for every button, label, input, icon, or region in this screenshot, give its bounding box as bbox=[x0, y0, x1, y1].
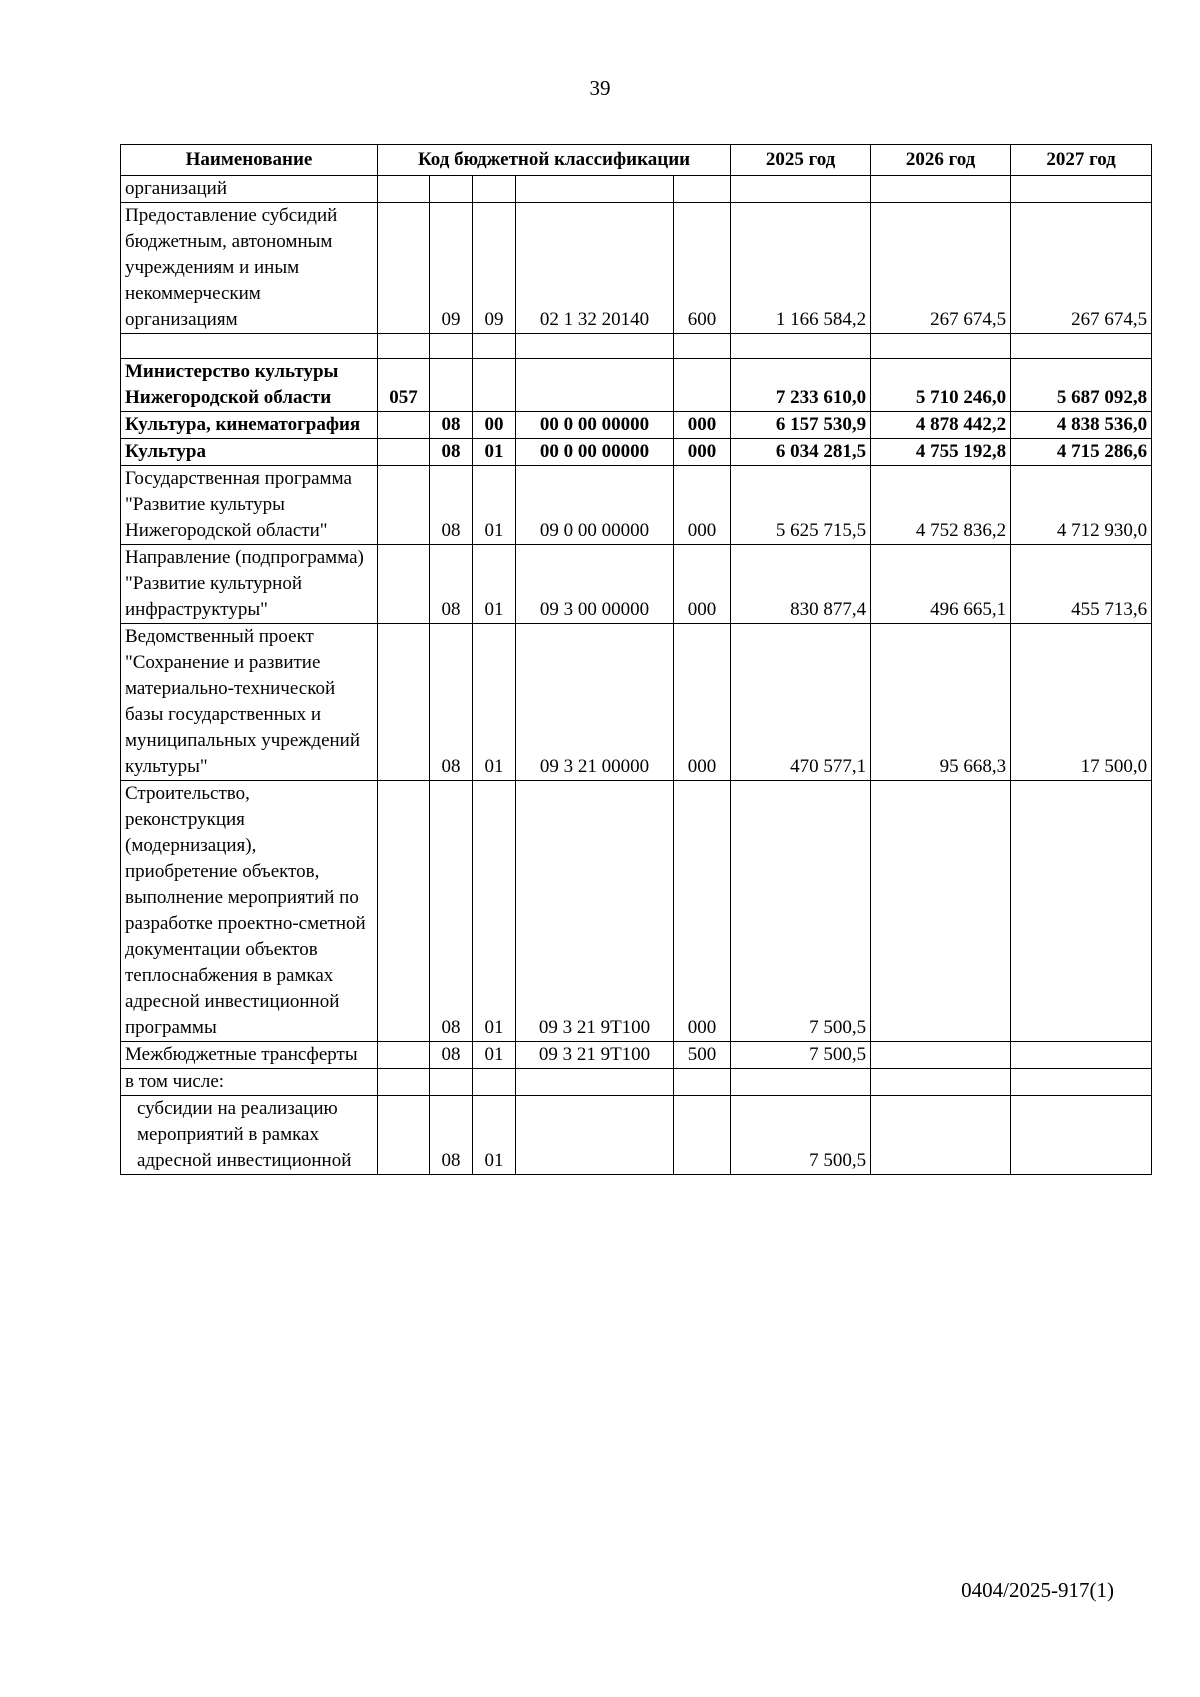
row-2027 bbox=[1011, 176, 1152, 203]
row-vr bbox=[674, 334, 731, 359]
row-2026: 5 710 246,0 bbox=[871, 359, 1011, 412]
row-name: Ведомственный проект "Сохранение и развитие материально-технической базы государственных и муниципальных учреждений культуры" bbox=[121, 624, 378, 781]
row-pr: 00 bbox=[473, 412, 516, 439]
row-pr: 01 bbox=[473, 781, 516, 1042]
table-row bbox=[121, 176, 1152, 203]
row-ved bbox=[378, 545, 430, 624]
row-ved: 057 bbox=[378, 359, 430, 412]
row-csr: 09 3 00 00000 bbox=[516, 545, 674, 624]
row-2025: 6 157 530,9 bbox=[731, 412, 871, 439]
row-csr: 00 0 00 00000 bbox=[516, 439, 674, 466]
row-rz bbox=[430, 359, 473, 412]
row-csr bbox=[516, 1069, 674, 1096]
row-2027: 455 713,6 bbox=[1011, 545, 1152, 624]
row-2026: 4 755 192,8 bbox=[871, 439, 1011, 466]
row-2027 bbox=[1011, 781, 1152, 1042]
row-ved bbox=[378, 203, 430, 334]
row-rz bbox=[430, 1069, 473, 1096]
document-code: 0404/2025-917(1) bbox=[961, 1578, 1114, 1602]
table-row bbox=[121, 1069, 1152, 1096]
row-csr: 00 0 00 00000 bbox=[516, 412, 674, 439]
row-ved bbox=[378, 466, 430, 545]
row-2025 bbox=[731, 1069, 871, 1096]
row-2025: 470 577,1 bbox=[731, 624, 871, 781]
row-csr: 09 0 00 00000 bbox=[516, 466, 674, 545]
row-name: Государственная программа "Развитие культуры Нижегородской области" bbox=[121, 466, 378, 545]
row-csr bbox=[516, 334, 674, 359]
row-2025: 7 500,5 bbox=[731, 781, 871, 1042]
table-row-blank bbox=[121, 334, 1152, 359]
row-pr: 09 bbox=[473, 203, 516, 334]
row-pr: 01 bbox=[473, 439, 516, 466]
row-2026 bbox=[871, 781, 1011, 1042]
row-csr: 09 3 21 9Т100 bbox=[516, 1042, 674, 1069]
row-2027: 4 715 286,6 bbox=[1011, 439, 1152, 466]
row-ved bbox=[378, 1042, 430, 1069]
row-vr bbox=[674, 1096, 731, 1175]
row-name: организаций bbox=[121, 176, 378, 203]
row-ved bbox=[378, 412, 430, 439]
row-ved bbox=[378, 1069, 430, 1096]
row-vr: 000 bbox=[674, 624, 731, 781]
table-row bbox=[121, 624, 1152, 781]
row-name: Культура bbox=[121, 439, 378, 466]
row-pr: 01 bbox=[473, 466, 516, 545]
row-2025: 7 500,5 bbox=[731, 1096, 871, 1175]
row-csr bbox=[516, 1096, 674, 1175]
row-name: Строительство, реконструкция (модернизация), приобретение объектов, выполнение мероприятий по разработке проектно-сметной документации объектов теплоснабжения в рамках адресной инвестиционной программы bbox=[121, 781, 378, 1042]
row-name: Культура, кинематография bbox=[121, 412, 378, 439]
row-pr: 01 bbox=[473, 624, 516, 781]
row-vr: 500 bbox=[674, 1042, 731, 1069]
row-2025: 7 233 610,0 bbox=[731, 359, 871, 412]
row-rz bbox=[430, 176, 473, 203]
table-row bbox=[121, 412, 1152, 439]
row-2025 bbox=[731, 334, 871, 359]
row-2026: 496 665,1 bbox=[871, 545, 1011, 624]
row-vr bbox=[674, 1069, 731, 1096]
row-2025: 7 500,5 bbox=[731, 1042, 871, 1069]
row-rz: 08 bbox=[430, 624, 473, 781]
row-pr: 01 bbox=[473, 1042, 516, 1069]
row-csr bbox=[516, 176, 674, 203]
row-vr: 000 bbox=[674, 781, 731, 1042]
row-2025: 5 625 715,5 bbox=[731, 466, 871, 545]
table-row bbox=[121, 439, 1152, 466]
row-2026 bbox=[871, 1069, 1011, 1096]
row-2025: 830 877,4 bbox=[731, 545, 871, 624]
row-name bbox=[121, 1096, 378, 1175]
row-ved bbox=[378, 334, 430, 359]
row-2026 bbox=[871, 334, 1011, 359]
row-rz: 08 bbox=[430, 545, 473, 624]
row-2026: 267 674,5 bbox=[871, 203, 1011, 334]
table-row bbox=[121, 1042, 1152, 1069]
row-2027: 4 838 536,0 bbox=[1011, 412, 1152, 439]
row-rz: 08 bbox=[430, 439, 473, 466]
row-pr bbox=[473, 1069, 516, 1096]
row-rz bbox=[430, 334, 473, 359]
row-pr bbox=[473, 176, 516, 203]
row-2025: 1 166 584,2 bbox=[731, 203, 871, 334]
row-2026: 95 668,3 bbox=[871, 624, 1011, 781]
row-2026: 4 878 442,2 bbox=[871, 412, 1011, 439]
row-csr: 09 3 21 00000 bbox=[516, 624, 674, 781]
row-rz: 08 bbox=[430, 412, 473, 439]
table-row bbox=[121, 1096, 1152, 1175]
row-csr bbox=[516, 359, 674, 412]
row-ved bbox=[378, 1096, 430, 1175]
row-pr: 01 bbox=[473, 1096, 516, 1175]
row-2026: 4 752 836,2 bbox=[871, 466, 1011, 545]
row-ved bbox=[378, 176, 430, 203]
budget-table bbox=[120, 144, 1152, 1175]
table-row bbox=[121, 545, 1152, 624]
row-name: Межбюджетные трансферты bbox=[121, 1042, 378, 1069]
header-2025: 2025 год bbox=[731, 145, 871, 176]
row-name: в том числе: bbox=[121, 1069, 378, 1096]
header-kbk: Код бюджетной классификации bbox=[378, 145, 731, 176]
row-vr bbox=[674, 359, 731, 412]
header-name: Наименование bbox=[121, 145, 378, 176]
page-number: 39 bbox=[589, 76, 611, 100]
row-pr bbox=[473, 334, 516, 359]
row-2027: 4 712 930,0 bbox=[1011, 466, 1152, 545]
row-name: Предоставление субсидий бюджетным, автономным учреждениям и иным некоммерческим организациям bbox=[121, 203, 378, 334]
row-name bbox=[121, 334, 378, 359]
header-2026: 2026 год bbox=[871, 145, 1011, 176]
row-ved bbox=[378, 439, 430, 466]
row-pr bbox=[473, 359, 516, 412]
table-row bbox=[121, 203, 1152, 334]
table-row bbox=[121, 466, 1152, 545]
row-rz: 09 bbox=[430, 203, 473, 334]
row-csr: 02 1 32 20140 bbox=[516, 203, 674, 334]
row-pr: 01 bbox=[473, 545, 516, 624]
row-2027 bbox=[1011, 334, 1152, 359]
row-vr bbox=[674, 176, 731, 203]
table-row bbox=[121, 359, 1152, 412]
row-csr: 09 3 21 9Т100 bbox=[516, 781, 674, 1042]
row-2025: 6 034 281,5 bbox=[731, 439, 871, 466]
row-rz: 08 bbox=[430, 1096, 473, 1175]
row-2027: 17 500,0 bbox=[1011, 624, 1152, 781]
row-vr: 000 bbox=[674, 439, 731, 466]
row-rz: 08 bbox=[430, 1042, 473, 1069]
table-header-row bbox=[121, 145, 1152, 176]
row-name-text: субсидии на реализацию мероприятий в рамках адресной инвестиционной bbox=[137, 1098, 352, 1171]
row-vr: 000 bbox=[674, 545, 731, 624]
row-2026 bbox=[871, 1042, 1011, 1069]
row-name: Министерство культуры Нижегородской области bbox=[121, 359, 378, 412]
row-ved bbox=[378, 624, 430, 781]
row-2027 bbox=[1011, 1042, 1152, 1069]
table-row bbox=[121, 781, 1152, 1042]
row-2026 bbox=[871, 176, 1011, 203]
row-vr: 000 bbox=[674, 412, 731, 439]
header-2027: 2027 год bbox=[1011, 145, 1152, 176]
row-2027: 267 674,5 bbox=[1011, 203, 1152, 334]
row-2025 bbox=[731, 176, 871, 203]
row-rz: 08 bbox=[430, 781, 473, 1042]
row-2027: 5 687 092,8 bbox=[1011, 359, 1152, 412]
row-2027 bbox=[1011, 1069, 1152, 1096]
row-rz: 08 bbox=[430, 466, 473, 545]
row-2026 bbox=[871, 1096, 1011, 1175]
row-name: Направление (подпрограмма) "Развитие культурной инфраструктуры" bbox=[121, 545, 378, 624]
row-vr: 600 bbox=[674, 203, 731, 334]
row-2027 bbox=[1011, 1096, 1152, 1175]
row-vr: 000 bbox=[674, 466, 731, 545]
row-ved bbox=[378, 781, 430, 1042]
